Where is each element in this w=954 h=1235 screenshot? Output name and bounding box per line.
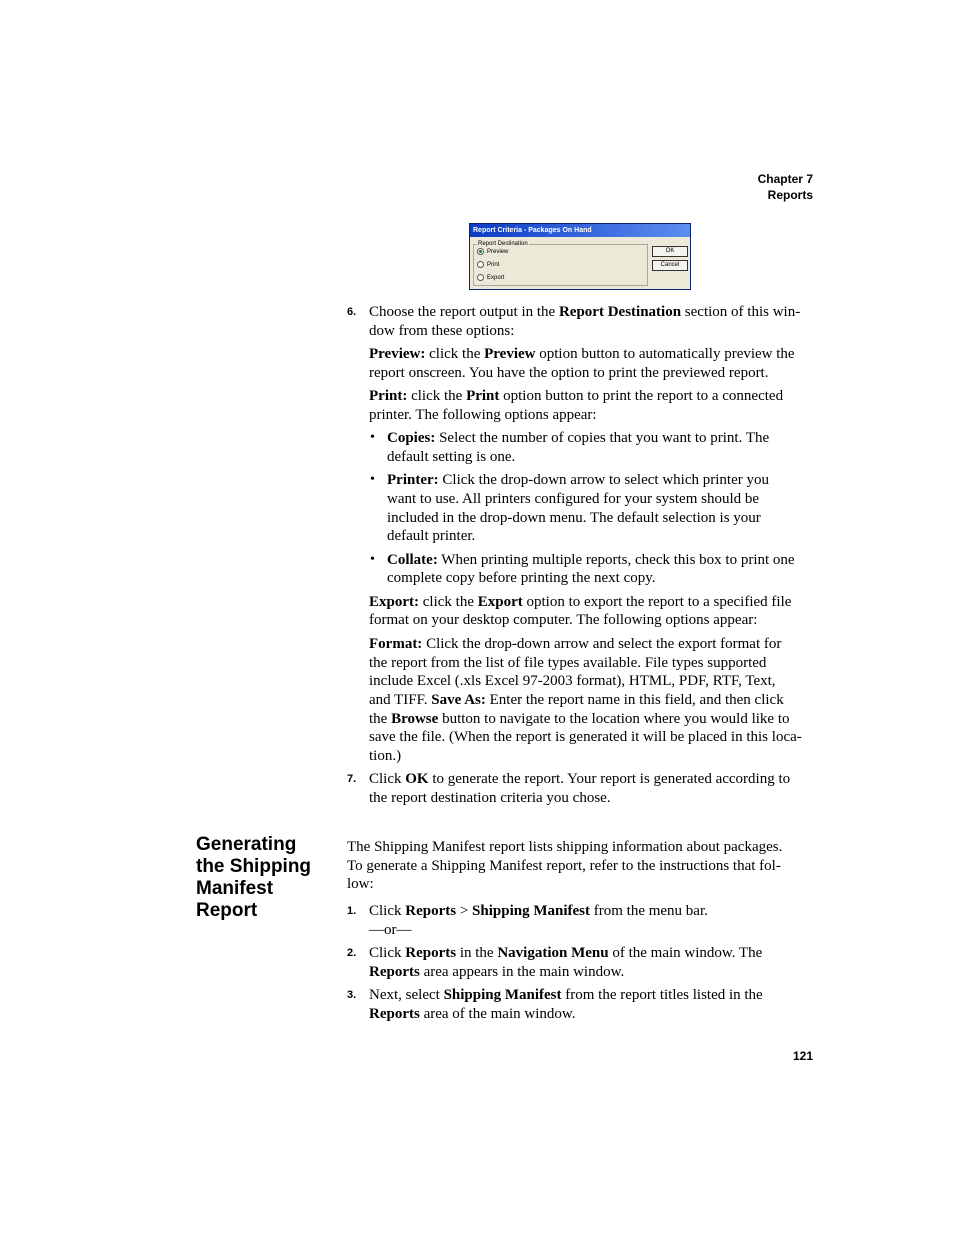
format-line1: Format: Click the drop-down arrow and select the export format for (369, 636, 782, 652)
step-6-line2: dow from these options: (369, 323, 515, 339)
intro-line2: To generate a Shipping Manifest report, refer to the instructions that fol- (347, 858, 781, 874)
step-7-line2: the report destination criteria you chose. (369, 790, 611, 806)
chapter-label: Chapter 7 (757, 172, 813, 186)
page-number: 121 (792, 1049, 813, 1063)
section-label: Reports (767, 188, 813, 202)
section-heading: Generating the Shipping Manifest Report (196, 834, 312, 921)
step-number: 6. (347, 306, 357, 318)
step-number: 1. (347, 905, 357, 917)
preview-line1: Preview: click the Preview option button to automatically preview the (369, 346, 795, 362)
report-destination-group (473, 241, 648, 286)
export-line1: Export: click the Export option to export the report to a specified file (369, 594, 792, 610)
format-line7: tion.) (369, 748, 402, 764)
bullet-printer-line4: default printer. (387, 528, 476, 544)
section-step-2-line1: Click Reports in the Navigation Menu of the main window. The (369, 945, 763, 961)
running-header (758, 171, 813, 203)
report-criteria-dialog (469, 223, 691, 290)
export-line2: format on your desktop computer. The following options appear: (369, 612, 758, 628)
radio-selected-icon (477, 248, 484, 255)
step-number: 7. (347, 773, 357, 785)
radio-print[interactable]: Print (477, 261, 499, 269)
cancel-button[interactable]: Cancel (652, 260, 688, 271)
preview-line2: report onscreen. You have the option to print the previewed report. (369, 365, 769, 381)
bullet-printer-line3: included in the drop-down menu. The default selection is your (387, 510, 761, 526)
bullet-copies-line2: default setting is one. (387, 449, 516, 465)
format-line4: and TIFF. Save As: Enter the report name in this field, and then click (369, 692, 784, 708)
dialog-title: Report Criteria - Packages On Hand (470, 224, 690, 237)
format-line6: save the file. (When the report is generated it will be placed in this loca- (369, 729, 802, 745)
ok-button[interactable]: OK (652, 246, 688, 257)
bullet-icon: • (370, 430, 375, 445)
step-7-line1: Click OK to generate the report. Your report is generated according to (369, 771, 791, 787)
format-line2: the report from the list of file types available. File types supported (369, 655, 767, 671)
radio-icon (477, 261, 484, 268)
bullet-collate-line2: complete copy before printing the next copy. (387, 570, 656, 586)
print-line2: printer. The following options appear: (369, 407, 597, 423)
bullet-icon: • (370, 472, 375, 487)
section-step-2-line2: Reports area appears in the main window. (369, 964, 625, 980)
intro-line3: low: (347, 876, 374, 892)
print-line1: Print: click the Print option button to print the report to a connected (369, 388, 784, 404)
step-number: 2. (347, 947, 357, 959)
bullet-collate-line1: Collate: When printing multiple reports, check this box to print one (387, 552, 795, 568)
section-step-3-line2: Reports area of the main window. (369, 1006, 576, 1022)
bullet-icon: • (370, 552, 375, 567)
intro-line1: The Shipping Manifest report lists shipping information about packages. (347, 839, 783, 855)
bullet-printer-line1: Printer: Click the drop-down arrow to select which printer you (387, 472, 769, 488)
section-step-1: Click Reports > Shipping Manifest from the menu bar. (369, 903, 708, 919)
or-separator: —or— (369, 922, 412, 938)
radio-export[interactable]: Export (477, 274, 504, 282)
bullet-copies-line1: Copies: Select the number of copies that you want to print. The (387, 430, 770, 446)
bullet-printer-line2: want to use. All printers configured for your system should be (387, 491, 760, 507)
section-step-3-line1: Next, select Shipping Manifest from the report titles listed in the (369, 987, 763, 1003)
step-number: 3. (347, 989, 357, 1001)
format-line5: the Browse button to navigate to the location where you would like to (369, 711, 790, 727)
radio-preview[interactable]: Preview (477, 248, 508, 256)
format-line3: include Excel (.xls Excel 97-2003 format), HTML, PDF, RTF, Text, (369, 673, 776, 689)
radio-icon (477, 274, 484, 281)
step-6-line1: Choose the report output in the Report Destination section of this win- (369, 304, 801, 320)
group-label: Report Destination (478, 241, 528, 247)
